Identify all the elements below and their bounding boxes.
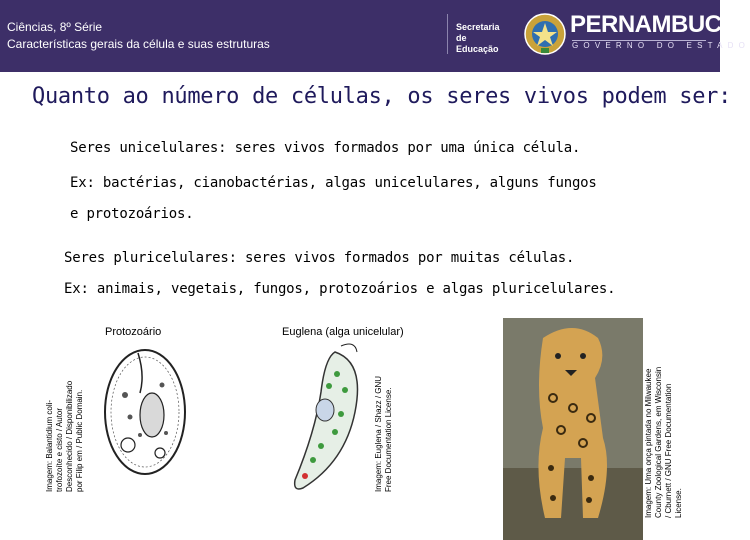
protozoan-caption: Protozoário (105, 326, 162, 338)
brand-subtitle: GOVERNO DO ESTADO (572, 41, 750, 50)
header-banner (0, 0, 750, 72)
multicellular-examples: Ex: animais, vegetais, fungos, protozoários e algas pluricelulares. (64, 281, 616, 297)
euglena-caption: Euglena (alga unicelular) (282, 326, 404, 338)
slide-title: Quanto ao número de células, os seres vivos podem ser: (32, 84, 732, 109)
lesson-subtitle: Características gerais da célula e suas estruturas (7, 37, 270, 51)
multicellular-definition: Seres pluricelulares: seres vivos formados por muitas células. (64, 250, 575, 266)
brand-name: PERNAMBUCO (570, 11, 740, 38)
euglena-drawing (285, 342, 375, 494)
state-seal-icon (523, 12, 567, 56)
course-title: Ciências, 8º Série (7, 20, 103, 34)
header-divider (447, 14, 448, 54)
unicellular-examples-line1: Ex: bactérias, cianobactérias, algas unicelulares, alguns fungos (70, 175, 597, 191)
unicellular-definition: Seres unicelulares: seres vivos formados por uma única célula. (70, 140, 581, 156)
jaguar-photo (503, 318, 643, 540)
protozoan-credit: Imagem: Balantidium coli- trofozoíte e cisto / Autor Desconhecido / Disponibilizado por Filip em / Public Domain. (45, 380, 84, 492)
unicellular-examples-line2: e protozoários. (70, 206, 194, 222)
protozoan-drawing (100, 345, 190, 480)
secretaria-logo-text: Secretaria de Educação (456, 22, 500, 54)
euglena-credit: Imagem: Euglena / Shazz / GNU Free Documentation License. (374, 375, 393, 492)
jaguar-credit: Imagem: Uma onça pintada no Milwaukee County Zoological Gardens, em Wisconsin / Cburnett / GNU Free Documentation License. (644, 366, 683, 518)
